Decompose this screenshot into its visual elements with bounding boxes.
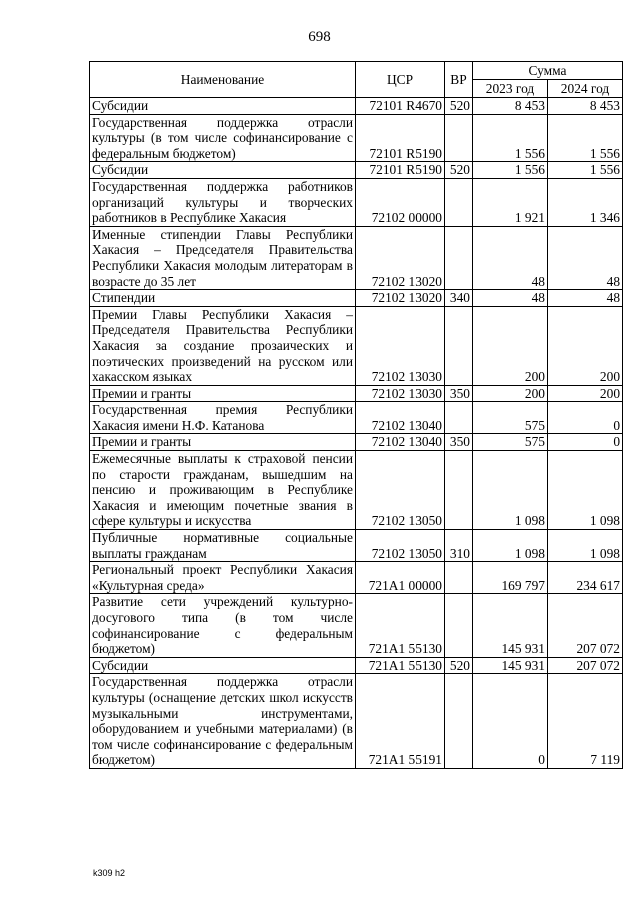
header-year-2023: 2023 год xyxy=(473,80,548,98)
cell-2024: 1 346 xyxy=(548,178,623,226)
table-header xyxy=(90,62,623,98)
table-row xyxy=(90,594,623,657)
table-row xyxy=(90,434,623,451)
cell-name: Ежемесячные выплаты к страховой пенсии по старости гражданам, вышедшим на пенсию и проживающим в Республике Хакасия и имеющим почетные звания в сфере культуры и искусства xyxy=(90,451,356,530)
cell-vr xyxy=(445,306,473,385)
table-row xyxy=(90,306,623,385)
cell-2023: 1 098 xyxy=(473,451,548,530)
cell-2023: 8 453 xyxy=(473,98,548,115)
cell-csr: 72102 13040 xyxy=(356,402,445,434)
cell-name: Государственная премия Республики Хакасия имени Н.Ф. Катанова xyxy=(90,402,356,434)
cell-vr xyxy=(445,402,473,434)
table-row xyxy=(90,114,623,162)
cell-2024: 1 556 xyxy=(548,114,623,162)
cell-vr: 310 xyxy=(445,530,473,562)
cell-csr: 721A1 00000 xyxy=(356,562,445,594)
cell-csr: 72102 13030 xyxy=(356,306,445,385)
table-row xyxy=(90,385,623,402)
cell-csr: 72102 13040 xyxy=(356,434,445,451)
page-number: 698 xyxy=(308,29,331,45)
header-sum: Сумма xyxy=(473,62,623,80)
cell-name: Именные стипендии Главы Республики Хакасия – Председателя Правительства Республики Хакасия молодым литераторам в возрасте до 35 лет xyxy=(90,226,356,289)
cell-2024: 200 xyxy=(548,385,623,402)
cell-2023: 48 xyxy=(473,290,548,307)
cell-2024: 200 xyxy=(548,306,623,385)
cell-vr: 520 xyxy=(445,98,473,115)
cell-vr xyxy=(445,674,473,769)
cell-2024: 48 xyxy=(548,290,623,307)
cell-csr: 72102 13020 xyxy=(356,290,445,307)
cell-2024: 207 072 xyxy=(548,594,623,657)
table-row xyxy=(90,674,623,769)
cell-vr xyxy=(445,114,473,162)
cell-name: Публичные нормативные социальные выплаты гражданам xyxy=(90,530,356,562)
cell-name: Субсидии xyxy=(90,162,356,179)
cell-2024: 1 098 xyxy=(548,451,623,530)
cell-2024: 1 556 xyxy=(548,162,623,179)
cell-vr: 350 xyxy=(445,434,473,451)
cell-2024: 0 xyxy=(548,402,623,434)
table-row xyxy=(90,530,623,562)
cell-vr xyxy=(445,451,473,530)
cell-name: Субсидии xyxy=(90,657,356,674)
budget-table xyxy=(89,61,623,769)
table-row xyxy=(90,451,623,530)
table-row xyxy=(90,290,623,307)
header-vr: ВР xyxy=(445,62,473,98)
cell-2024: 8 453 xyxy=(548,98,623,115)
cell-vr xyxy=(445,226,473,289)
table-row xyxy=(90,98,623,115)
cell-vr xyxy=(445,594,473,657)
cell-2023: 1 098 xyxy=(473,530,548,562)
cell-2023: 145 931 xyxy=(473,657,548,674)
cell-name: Государственная поддержка работников организаций культуры и творческих работников в Республике Хакасия xyxy=(90,178,356,226)
cell-2024: 234 617 xyxy=(548,562,623,594)
cell-csr: 721A1 55191 xyxy=(356,674,445,769)
cell-2024: 0 xyxy=(548,434,623,451)
cell-2023: 169 797 xyxy=(473,562,548,594)
cell-vr xyxy=(445,562,473,594)
cell-csr: 72102 13050 xyxy=(356,530,445,562)
cell-vr: 520 xyxy=(445,657,473,674)
table-row xyxy=(90,162,623,179)
cell-csr: 72101 R5190 xyxy=(356,114,445,162)
cell-2023: 575 xyxy=(473,434,548,451)
cell-name: Государственная поддержка отрасли культуры (оснащение детских школ искусств музыкальными инструментами, оборудованием и учебными материалами) (в том числе софинансирование с федеральным бюджетом) xyxy=(90,674,356,769)
table-row xyxy=(90,178,623,226)
header-csr: ЦСР xyxy=(356,62,445,98)
table-row xyxy=(90,657,623,674)
cell-2024: 207 072 xyxy=(548,657,623,674)
cell-name: Государственная поддержка отрасли культуры (в том числе софинансирование с федеральным бюджетом) xyxy=(90,114,356,162)
cell-vr: 520 xyxy=(445,162,473,179)
cell-csr: 72101 R5190 xyxy=(356,162,445,179)
cell-name: Субсидии xyxy=(90,98,356,115)
cell-2023: 200 xyxy=(473,385,548,402)
cell-csr: 721A1 55130 xyxy=(356,594,445,657)
cell-vr: 340 xyxy=(445,290,473,307)
cell-2023: 145 931 xyxy=(473,594,548,657)
table-body xyxy=(90,98,623,769)
cell-csr: 72102 13030 xyxy=(356,385,445,402)
footer-code: k309 h2 xyxy=(93,868,126,878)
cell-csr: 72102 13050 xyxy=(356,451,445,530)
header-year-2024: 2024 год xyxy=(548,80,623,98)
table-row xyxy=(90,226,623,289)
cell-2023: 1 556 xyxy=(473,162,548,179)
cell-csr: 72101 R4670 xyxy=(356,98,445,115)
cell-2023: 200 xyxy=(473,306,548,385)
cell-name: Премии Главы Республики Хакасия – Председателя Правительства Республики Хакасия за создание прозаических и поэтических произведений на русском или хакасском языках xyxy=(90,306,356,385)
cell-2023: 48 xyxy=(473,226,548,289)
cell-name: Развитие сети учреждений культурно-досугового типа (в том числе софинансирование с федеральным бюджетом) xyxy=(90,594,356,657)
cell-name: Региональный проект Республики Хакасия «Культурная среда» xyxy=(90,562,356,594)
cell-2024: 48 xyxy=(548,226,623,289)
cell-csr: 72102 13020 xyxy=(356,226,445,289)
cell-vr xyxy=(445,178,473,226)
cell-2023: 1 556 xyxy=(473,114,548,162)
cell-name: Стипендии xyxy=(90,290,356,307)
cell-2024: 1 098 xyxy=(548,530,623,562)
header-name: Наименование xyxy=(90,62,356,98)
table-row xyxy=(90,562,623,594)
cell-csr: 72102 00000 xyxy=(356,178,445,226)
cell-2023: 0 xyxy=(473,674,548,769)
cell-name: Премии и гранты xyxy=(90,434,356,451)
cell-vr: 350 xyxy=(445,385,473,402)
table-row xyxy=(90,402,623,434)
cell-2023: 575 xyxy=(473,402,548,434)
cell-csr: 721A1 55130 xyxy=(356,657,445,674)
cell-2024: 7 119 xyxy=(548,674,623,769)
cell-2023: 1 921 xyxy=(473,178,548,226)
cell-name: Премии и гранты xyxy=(90,385,356,402)
